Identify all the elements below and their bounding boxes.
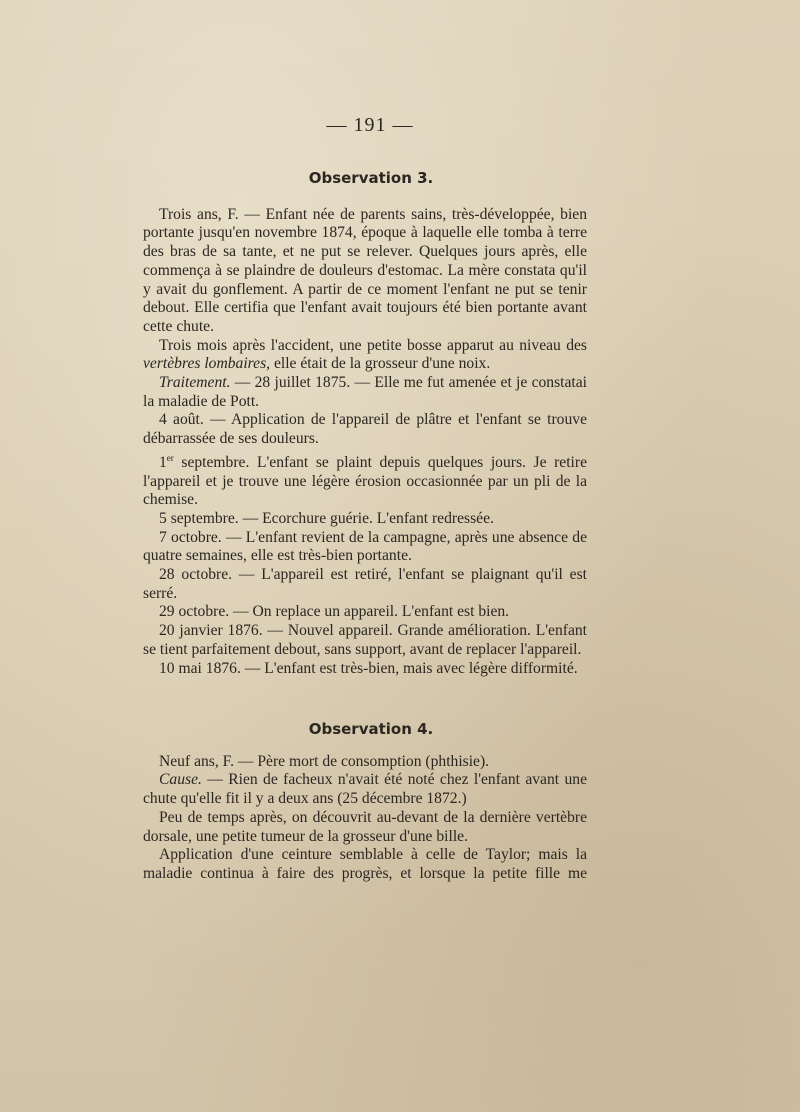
obs4-paragraph-1: Neuf ans, F. — Père mort de consomption (phthisie).	[159, 752, 490, 770]
obs3-p2-text-a: Trois mois après l'accident, une petite bosse apparut au niveau des	[159, 336, 587, 354]
obs3-paragraph-5	[143, 449, 587, 510]
obs3-paragraph-7: 7 octobre. — L'enfant revient de la campagne, après une absence de quatre semaines, elle est très-bien portante.	[143, 528, 587, 565]
obs3-p5-text-b: septembre. L'enfant se plaint depuis quelques jours. Je retire l'appareil et je trouve une légère érosion occasionnée par un pli de la chemise.	[143, 453, 587, 509]
obs3-p2-text-b: elle était de la grosseur d'une noix.	[270, 355, 491, 373]
obs3-paragraph-3	[143, 374, 587, 411]
obs3-paragraph-9: 29 octobre. — On replace un appareil. L'enfant est bien.	[159, 603, 510, 621]
obs3-paragraph-2	[143, 337, 587, 374]
obs4-paragraph-2	[143, 771, 587, 808]
obs3-paragraph-8: 28 octobre. — L'appareil est retiré, l'enfant se plaignant qu'il est serré.	[143, 566, 587, 602]
obs4-paragraph-4: Application d'une ceinture semblable à celle de Taylor; mais la maladie continua à faire des progrès, et lorsque la petite fille me	[143, 846, 587, 882]
obs3-paragraph-1: Trois ans, F. — Enfant née de parents sains, très-développée, bien portante jusqu'en novembre 1874, époque à laquelle elle tomba à terre des bras de sa tante, et ne put se relever. Quelques jours après, elle commença à se plaindre de douleurs d'estomac. La mère constata qu'il y avait du gonflement. A partir de ce moment l'enfant ne put se tenir debout. Elle certifia que l'enfant avait toujours été bien portante avant cette chute.	[143, 205, 587, 335]
obs3-p2-italic: vertèbres lombaires,	[143, 355, 271, 373]
observation-4-section	[143, 720, 587, 884]
obs3-paragraph-4: 4 août. — Application de l'appareil de plâtre et l'enfant se trouve débarrassée de ses douleurs.	[143, 411, 587, 448]
obs3-paragraph-10: 20 janvier 1876. — Nouvel appareil. Grande amélioration. L'enfant se tient parfaitement debout, sans support, avant de replacer l'appareil.	[143, 622, 587, 658]
obs4-p2-italic: Cause.	[159, 771, 202, 789]
observation-4-heading: Observation 4.	[308, 720, 434, 738]
obs4-p2-text: — Rien de facheux n'avait été noté chez l'enfant avant une chute qu'elle fit il y a deux ans (25 décembre 1872.)	[143, 771, 587, 808]
observation-3-section	[143, 169, 587, 678]
obs3-p5-text-a: 1	[159, 453, 167, 471]
obs4-paragraph-3: Peu de temps après, on découvrit au-devant de la dernière vertèbre dorsale, une petite tumeur de la grosseur d'une bille.	[143, 808, 587, 845]
observation-3-heading: Observation 3.	[308, 169, 434, 187]
obs3-paragraph-11: 10 mai 1876. — L'enfant est très-bien, mais avec légère difformité.	[159, 659, 578, 677]
obs3-p5-sup: er	[166, 452, 174, 463]
obs3-p3-text: — 28 juillet 1875. — Elle me fut amenée et je constatai la maladie de Pott.	[143, 374, 587, 410]
page-number: — 191 —	[326, 114, 414, 136]
obs3-p3-italic: Traitement.	[159, 374, 231, 392]
obs3-paragraph-6: 5 septembre. — Ecorchure guérie. L'enfant redressée.	[159, 509, 494, 527]
